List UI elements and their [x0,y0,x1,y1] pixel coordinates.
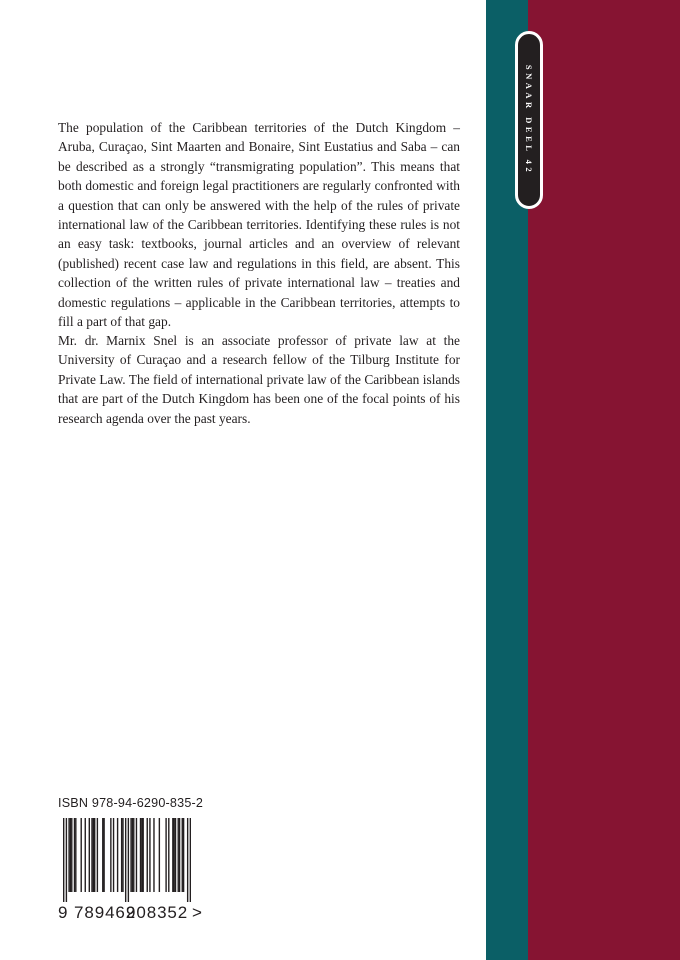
barcode-bar [128,818,129,902]
barcode-bar [117,818,118,892]
barcode-bar [70,818,71,892]
barcode-first-digit: 9 [58,903,68,922]
series-spine-label [515,31,543,209]
barcode-bar [172,818,173,892]
barcode-bar [113,818,114,892]
barcode-right-digits: 908352 [126,903,189,922]
barcode-bar [122,818,123,892]
barcode-bar [175,818,176,892]
barcode-bar [133,818,134,892]
barcode-bar [125,818,126,902]
barcode-bar [121,818,122,892]
barcode-bar [68,818,69,892]
barcode-bar [140,818,141,892]
book-description: The population of the Caribbean territories of the Dutch Kingdom – Aruba, Curaçao, Sint Maarten and Bonaire, Sint Eustatius and Saba – can be described as a strongly “transmigrating population”. This means that both domestic and foreign legal practitioners are regularly confronted with a question that can only be answered with the help of the rules of private international law of the Caribbean territories. Identifying these rules is not an easy task: textbooks, journal articles and an overview of relevant (published) recent case law and regulations in this field, are absent. This collection of the written rules of private international law – treaties and domestic regulations – applicable in the Caribbean territories, attempts to fill a part of that gap. [58,120,460,330]
barcode-bar [71,818,72,892]
barcode-bar [97,818,98,892]
barcode-bar [173,818,174,892]
barcode-bar [187,818,188,902]
barcode-bar [75,818,76,892]
barcode-bar [168,818,169,892]
barcode-bar [183,818,184,892]
barcode-bar [85,818,86,892]
barcode-bar [102,818,103,892]
barcode-bar [130,818,131,892]
barcode-bar [178,818,179,892]
barcode-bar [147,818,148,892]
barcode-bar [81,818,82,892]
barcode-bar [179,818,180,892]
barcode-bar [136,818,137,892]
barcode-bar [182,818,183,892]
barcode-bar [74,818,75,892]
author-bio: Mr. dr. Marnix Snel is an associate professor of private law at the University of Curaçao and a research fellow of the Tilburg Institute for Private Law. The field of international private law of the Caribbean islands that are part of the Dutch Kingdom has been one of the focal points of his research agenda over the past years. [58,333,460,426]
barcode-bar [165,818,166,892]
barcode-bar [63,818,64,902]
barcode-left-digits: 789462 [74,903,137,922]
barcode-bar [91,818,92,892]
isbn-number: ISBN 978-94-6290-835-2 [58,796,204,810]
barcode-bar [190,818,191,902]
barcode-bar [142,818,143,892]
barcode-bar [132,818,133,892]
barcode-bar [110,818,111,892]
barcode-bar [153,818,154,892]
barcode-bar [149,818,150,892]
barcode-bar [103,818,104,892]
barcode-quiet-zone-marker: > [192,903,202,922]
barcode-bar [66,818,67,902]
isbn-barcode [63,818,191,902]
barcode-bar [93,818,94,892]
series-label-text: SNAAR DEEL 42 [524,64,534,176]
barcode-bar [94,818,95,892]
maroon-color-strip [528,0,680,960]
barcode-bar [89,818,90,892]
barcode-bar [141,818,142,892]
barcode-bar [159,818,160,892]
